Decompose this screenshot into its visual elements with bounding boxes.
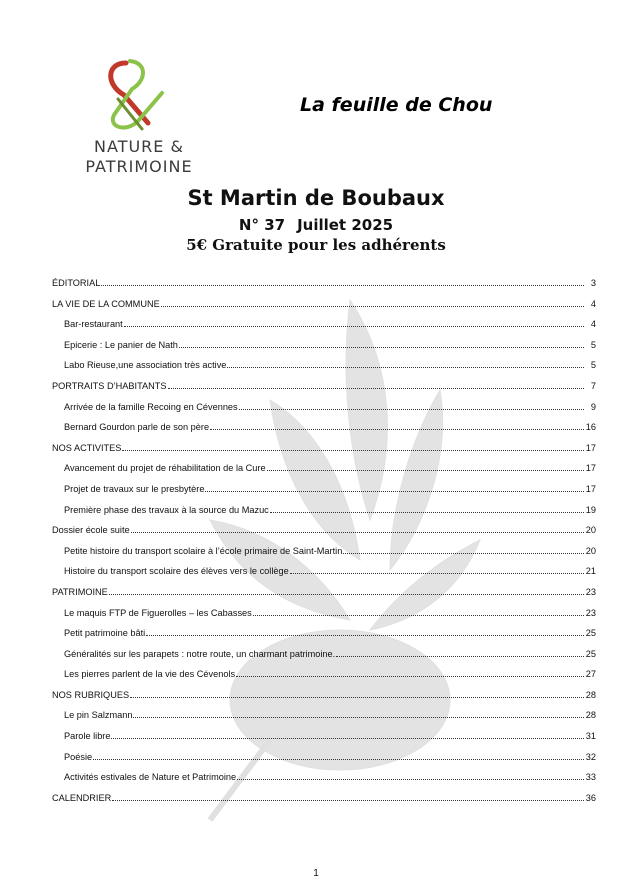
issue-date: Juillet 2025 bbox=[297, 216, 394, 234]
toc-entry[interactable] bbox=[52, 606, 596, 627]
toc-entry-page: 27 bbox=[585, 669, 596, 680]
toc-entry-title: Epicerie : Le panier de Nath bbox=[64, 339, 178, 350]
toc-entry[interactable] bbox=[52, 276, 596, 297]
toc-entry-page: 5 bbox=[590, 360, 596, 371]
toc-entry-title: Arrivée de la famille Recoing en Cévennes bbox=[64, 401, 238, 412]
toc-entry[interactable] bbox=[52, 708, 596, 729]
toc-entry-page: 36 bbox=[585, 792, 596, 803]
toc-entry-title: Première phase des travaux à la source du Mazuc bbox=[64, 504, 269, 515]
toc-dot-leader bbox=[111, 738, 583, 739]
toc-entry-title: CALENDRIER bbox=[52, 792, 112, 803]
toc-dot-leader bbox=[146, 635, 584, 636]
toc-entry[interactable] bbox=[52, 338, 596, 359]
toc-entry-page: 20 bbox=[585, 525, 596, 536]
toc-entry-title: Activités estivales de Nature et Patrimoine bbox=[64, 772, 237, 783]
toc-entry-page: 23 bbox=[585, 586, 596, 597]
journal-title: La feuille de Chou bbox=[300, 94, 493, 116]
toc-entry[interactable] bbox=[52, 503, 596, 524]
toc-entry[interactable] bbox=[52, 523, 596, 544]
toc-entry-page: 4 bbox=[590, 319, 596, 330]
toc-entry[interactable] bbox=[52, 688, 596, 709]
toc-dot-leader bbox=[270, 512, 584, 513]
logo-wordmark bbox=[74, 137, 204, 177]
toc-entry-title: Petit patrimoine bâti bbox=[64, 628, 146, 639]
toc-entry-title: LA VIE DE LA COMMUNE bbox=[52, 298, 160, 309]
toc-entry-page: 32 bbox=[585, 751, 596, 762]
toc-entry-title: ÉDITORIAL bbox=[52, 278, 101, 288]
toc-entry[interactable] bbox=[52, 585, 596, 606]
toc-entry-page: 25 bbox=[585, 628, 596, 639]
toc-entry-page: 4 bbox=[590, 298, 596, 309]
toc-entry-title: Projet de travaux sur le presbytère bbox=[64, 483, 205, 494]
toc-entry-page: 25 bbox=[585, 648, 596, 659]
toc-dot-leader bbox=[130, 697, 584, 698]
toc-dot-leader bbox=[253, 615, 584, 616]
toc-dot-leader bbox=[343, 553, 583, 554]
toc-entry-title: Le maquis FTP de Figuerolles – les Cabasses bbox=[64, 607, 252, 618]
toc-entry[interactable] bbox=[52, 791, 596, 812]
toc-entry-title: Dossier école suite bbox=[52, 525, 130, 536]
toc-dot-leader bbox=[124, 326, 584, 327]
toc-entry-page: 9 bbox=[590, 401, 596, 412]
toc-entry[interactable] bbox=[52, 400, 596, 421]
toc-entry[interactable] bbox=[52, 667, 596, 688]
page-title: St Martin de Boubaux bbox=[187, 186, 445, 210]
toc-entry-page: 23 bbox=[585, 607, 596, 618]
price-line: 5€ Gratuite pour les adhérents bbox=[186, 236, 446, 254]
toc-entry[interactable] bbox=[52, 626, 596, 647]
toc-entry-page: 16 bbox=[585, 422, 596, 433]
toc-entry-page: 17 bbox=[585, 483, 596, 494]
toc-dot-leader bbox=[237, 779, 584, 780]
logo-line-1: NATURE & bbox=[94, 137, 184, 156]
toc-entry-page: 31 bbox=[585, 731, 596, 742]
toc-dot-leader bbox=[101, 285, 584, 286]
table-of-contents bbox=[52, 276, 596, 811]
toc-entry[interactable] bbox=[52, 297, 596, 318]
toc-dot-leader bbox=[161, 306, 584, 307]
ampersand-logo-icon bbox=[96, 55, 172, 135]
toc-entry-title: Le pin Salzmann bbox=[64, 710, 133, 721]
toc-entry-title: Petite histoire du transport scolaire à l’école primaire de Saint-Martin bbox=[64, 545, 343, 556]
toc-entry[interactable] bbox=[52, 729, 596, 750]
toc-dot-leader bbox=[93, 759, 584, 760]
toc-entry-page: 17 bbox=[585, 463, 596, 474]
toc-dot-leader bbox=[290, 573, 584, 574]
toc-entry-page: 33 bbox=[585, 772, 596, 783]
toc-entry[interactable] bbox=[52, 544, 596, 565]
toc-entry-title: Avancement du projet de réhabilitation de la Cure bbox=[64, 463, 266, 474]
toc-entry[interactable] bbox=[52, 461, 596, 482]
toc-entry[interactable] bbox=[52, 564, 596, 585]
toc-entry[interactable] bbox=[52, 482, 596, 503]
toc-dot-leader bbox=[210, 429, 584, 430]
toc-dot-leader bbox=[205, 491, 583, 492]
toc-dot-leader bbox=[112, 800, 584, 801]
toc-entry-title: Bernard Gourdon parle de son père bbox=[64, 422, 210, 433]
toc-dot-leader bbox=[239, 409, 584, 410]
page-number: 1 bbox=[313, 868, 319, 879]
toc-entry-title: NOS ACTIVITES bbox=[52, 442, 122, 453]
toc-entry[interactable] bbox=[52, 441, 596, 462]
toc-entry-page: 5 bbox=[590, 339, 596, 350]
toc-entry-page: 7 bbox=[590, 380, 596, 391]
toc-dot-leader bbox=[267, 470, 584, 471]
toc-entry[interactable] bbox=[52, 420, 596, 441]
toc-entry[interactable] bbox=[52, 317, 596, 338]
toc-entry-title: Labo Rieuse,une association très active bbox=[64, 360, 227, 371]
toc-dot-leader bbox=[336, 656, 584, 657]
toc-entry-title: Poésie bbox=[64, 751, 93, 762]
toc-dot-leader bbox=[179, 347, 584, 348]
toc-dot-leader bbox=[168, 388, 584, 389]
nature-patrimoine-logo bbox=[74, 55, 204, 175]
toc-entry-title: Histoire du transport scolaire des élèves vers le collège bbox=[64, 566, 289, 577]
toc-entry-page: 17 bbox=[585, 442, 596, 453]
toc-entry-title: PATRIMOINE bbox=[52, 586, 108, 597]
toc-entry-page: 28 bbox=[585, 689, 596, 700]
toc-dot-leader bbox=[122, 450, 583, 451]
toc-dot-leader bbox=[227, 367, 584, 368]
issue-number: N° 37 bbox=[238, 216, 286, 234]
toc-entry-page: 28 bbox=[585, 710, 596, 721]
toc-entry[interactable] bbox=[52, 770, 596, 791]
toc-entry[interactable] bbox=[52, 750, 596, 771]
toc-entry-page: 21 bbox=[585, 566, 596, 577]
toc-entry-page: 19 bbox=[585, 504, 596, 515]
toc-entry-title: Généralités sur les parapets : notre route, un charmant patrimoine. bbox=[64, 648, 336, 659]
toc-entry-page: 3 bbox=[590, 278, 596, 288]
toc-entry-title: Parole libre bbox=[64, 731, 111, 742]
toc-dot-leader bbox=[131, 532, 584, 533]
toc-dot-leader bbox=[133, 717, 583, 718]
toc-entry-title: Les pierres parlent de la vie des Cévenols bbox=[64, 669, 236, 680]
logo-line-2: PATRIMOINE bbox=[85, 157, 193, 176]
toc-entry-title: Bar-restaurant bbox=[64, 319, 123, 330]
toc-entry[interactable] bbox=[52, 647, 596, 668]
toc-dot-leader bbox=[109, 594, 584, 595]
toc-entry-page: 20 bbox=[585, 545, 596, 556]
issue-line bbox=[0, 216, 632, 234]
toc-entry-title: NOS RUBRIQUES bbox=[52, 689, 130, 700]
toc-entry-title: PORTRAITS D’HABITANTS bbox=[52, 380, 167, 391]
toc-entry[interactable] bbox=[52, 379, 596, 400]
toc-entry[interactable] bbox=[52, 358, 596, 379]
toc-dot-leader bbox=[236, 676, 584, 677]
